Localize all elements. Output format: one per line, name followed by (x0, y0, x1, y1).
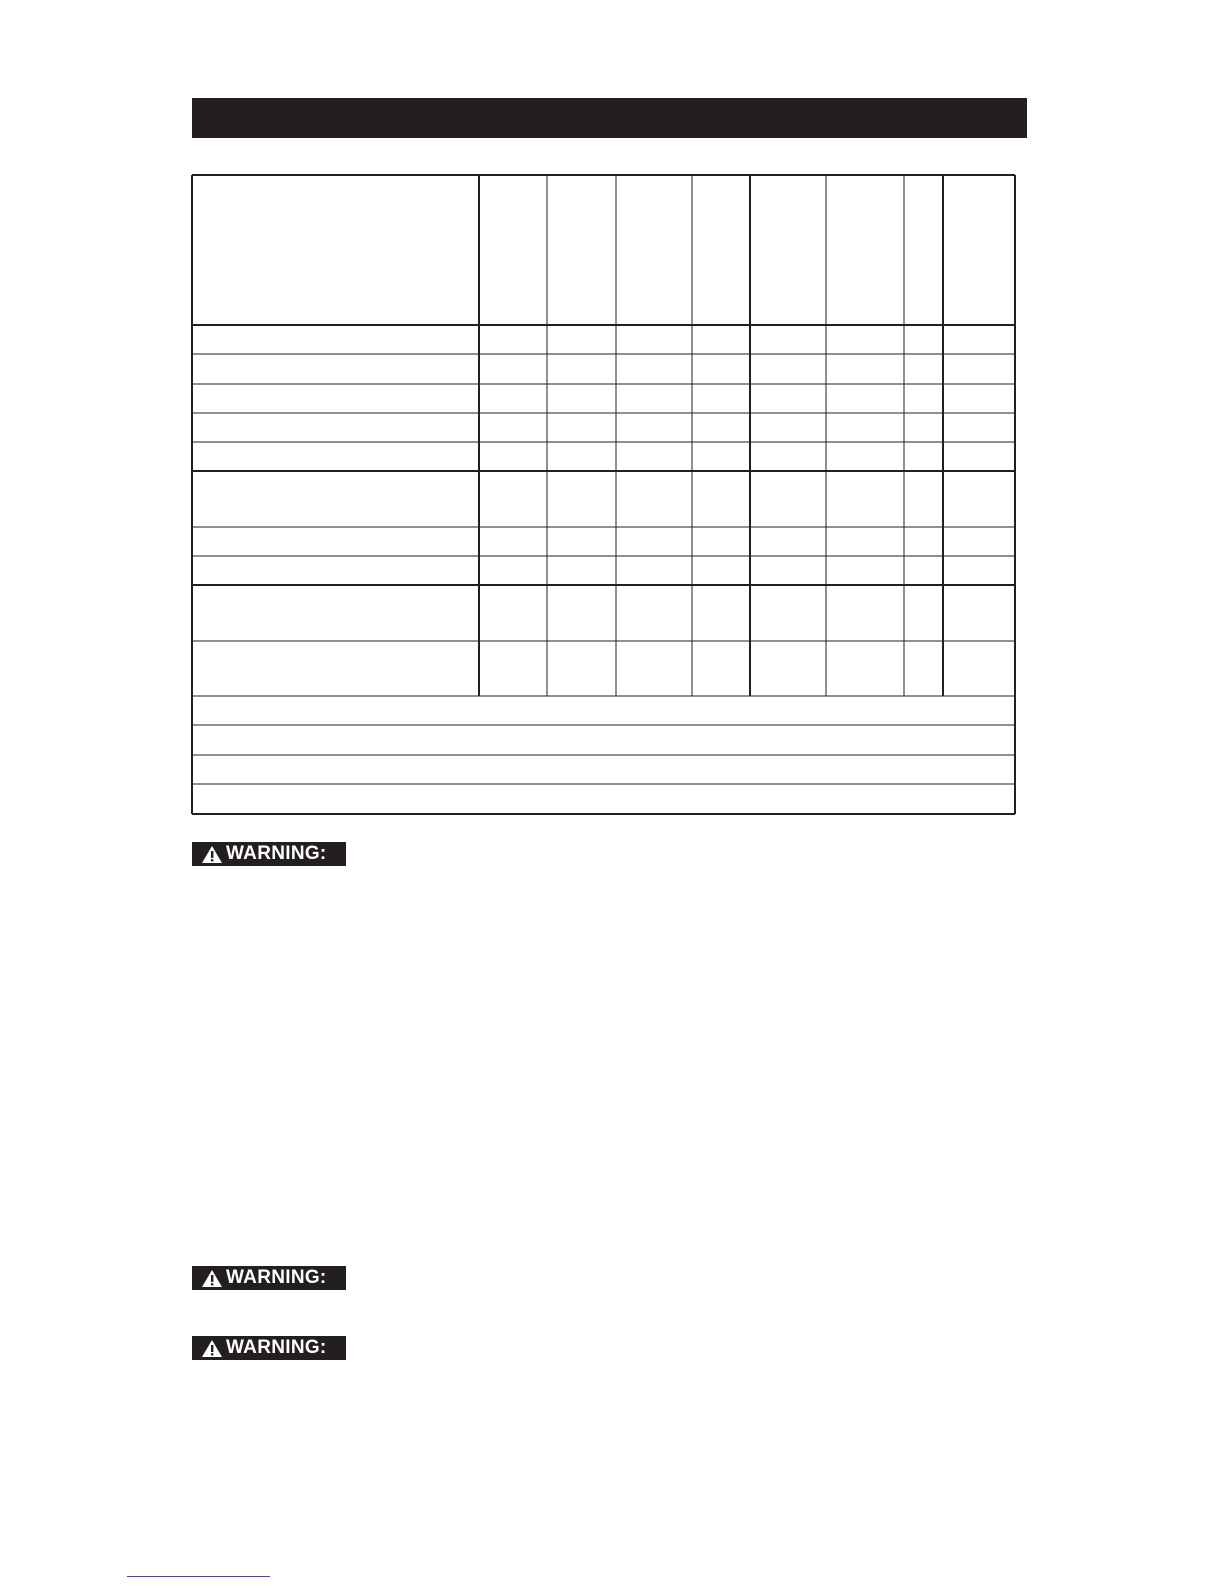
link-underline (127, 1576, 270, 1577)
warning-triangle-icon (201, 1339, 223, 1358)
warning-label-text: WARNING: (226, 843, 327, 864)
warning-triangle-icon (201, 845, 223, 864)
warning-label-3 (192, 1336, 346, 1360)
warning-label-2 (192, 1266, 346, 1290)
warning-label-text: WARNING: (226, 1337, 327, 1358)
warning-triangle-icon (201, 1269, 223, 1288)
warning-label-text: WARNING: (226, 1267, 327, 1288)
warning-label-1 (192, 842, 346, 866)
